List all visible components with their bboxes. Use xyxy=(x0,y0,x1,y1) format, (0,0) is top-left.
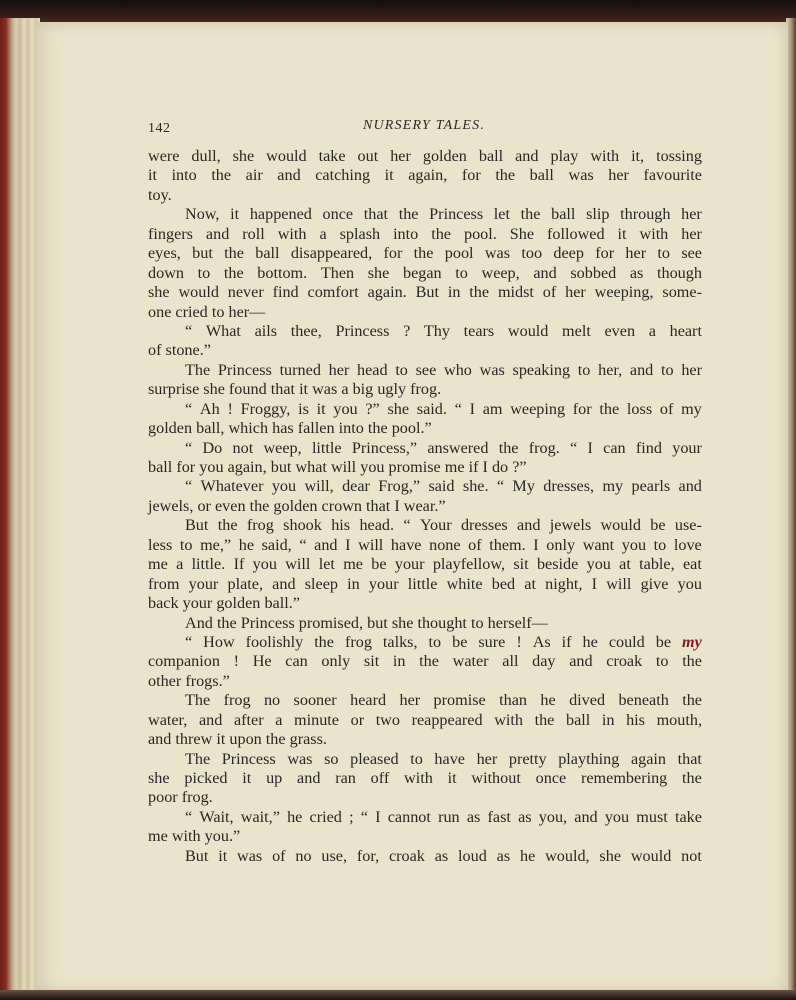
text-line: “ Do not weep, little Princess,” answered the frog. “ I can find your xyxy=(185,438,702,457)
text-line: toy. xyxy=(148,185,172,204)
text-line: of stone.” xyxy=(148,341,211,360)
text-line: The frog no sooner heard her promise than he dived beneath the xyxy=(185,691,702,710)
book-bottom-edge xyxy=(0,990,796,1000)
text-line: it into the air and catching it again, for the ball was her favourite xyxy=(148,166,702,185)
book-binding xyxy=(0,18,40,1000)
text-line: me a little. If you will let me be your playfellow, sit beside you at table, eat xyxy=(148,555,702,574)
text-line: from your plate, and sleep in your little white bed at night, I will give you xyxy=(148,574,702,593)
text-line: other frogs.” xyxy=(148,671,230,690)
text-line: golden ball, which has fallen into the pool.” xyxy=(148,419,432,438)
text-line: eyes, but the ball disappeared, for the pool was too deep for her to see xyxy=(148,244,702,263)
text-line: fingers and roll with a splash into the pool. She followed it with her xyxy=(148,224,702,243)
text-line: back your golden ball.” xyxy=(148,594,300,613)
text-line: The Princess turned her head to see who was speaking to her, and to her xyxy=(185,360,702,379)
text-line: “ Wait, wait,” he cried ; “ I cannot run as fast as you, and you must take xyxy=(185,807,702,826)
text-line: and threw it upon the grass. xyxy=(148,730,327,749)
page-number: 142 xyxy=(148,121,171,136)
text-line: less to me,” he said, “ and I will have none of them. I only want you to love xyxy=(148,535,702,554)
text-line: jewels, or even the golden crown that I wear.” xyxy=(148,496,446,515)
text-line: companion ! He can only sit in the water all day and croak to the xyxy=(148,652,702,671)
text-line: But it was of no use, for, croak as loud as he would, she would not xyxy=(185,846,702,865)
text-line: water, and after a minute or two reappeared with the ball in his mouth, xyxy=(148,710,702,729)
text-line: were dull, she would take out her golden ball and play with it, tossing xyxy=(148,147,702,165)
story-text xyxy=(148,147,702,866)
text-line: poor frog. xyxy=(148,788,213,807)
page-header xyxy=(148,118,700,142)
text-line: me with you.” xyxy=(148,827,241,846)
text-line: The Princess was so pleased to have her pretty plaything again that xyxy=(185,749,702,768)
text-line: “ Ah ! Froggy, is it you ?” she said. “ I am weeping for the loss of my xyxy=(185,399,702,418)
text-line: she picked it up and ran off with it without once remembering the xyxy=(148,769,702,787)
text-line: ball for you again, but what will you promise me if I do ?” xyxy=(148,458,527,476)
text-line: Now, it happened once that the Princess let the ball slip through her xyxy=(185,205,702,224)
text-line: she would never find comfort again. But in the midst of her weeping, some- xyxy=(148,283,702,302)
text-line: “ How foolishly the frog talks, to be sure ! As if he could be my xyxy=(185,632,702,651)
running-title: NURSERY TALES. xyxy=(362,118,486,133)
text-line: “ What ails thee, Princess ? Thy tears would melt even a heart xyxy=(185,321,702,340)
text-line: one cried to her— xyxy=(148,302,266,321)
text-line: But the frog shook his head. “ Your dresses and jewels would be use- xyxy=(185,516,702,535)
text-line: down to the bottom. Then she began to weep, and sobbed as though xyxy=(148,263,702,282)
text-line: surprise she found that it was a big ugly frog. xyxy=(148,380,442,399)
text-line: And the Princess promised, but she thought to herself— xyxy=(185,613,548,632)
text-line: “ Whatever you will, dear Frog,” said she. “ My dresses, my pearls and xyxy=(185,477,702,496)
